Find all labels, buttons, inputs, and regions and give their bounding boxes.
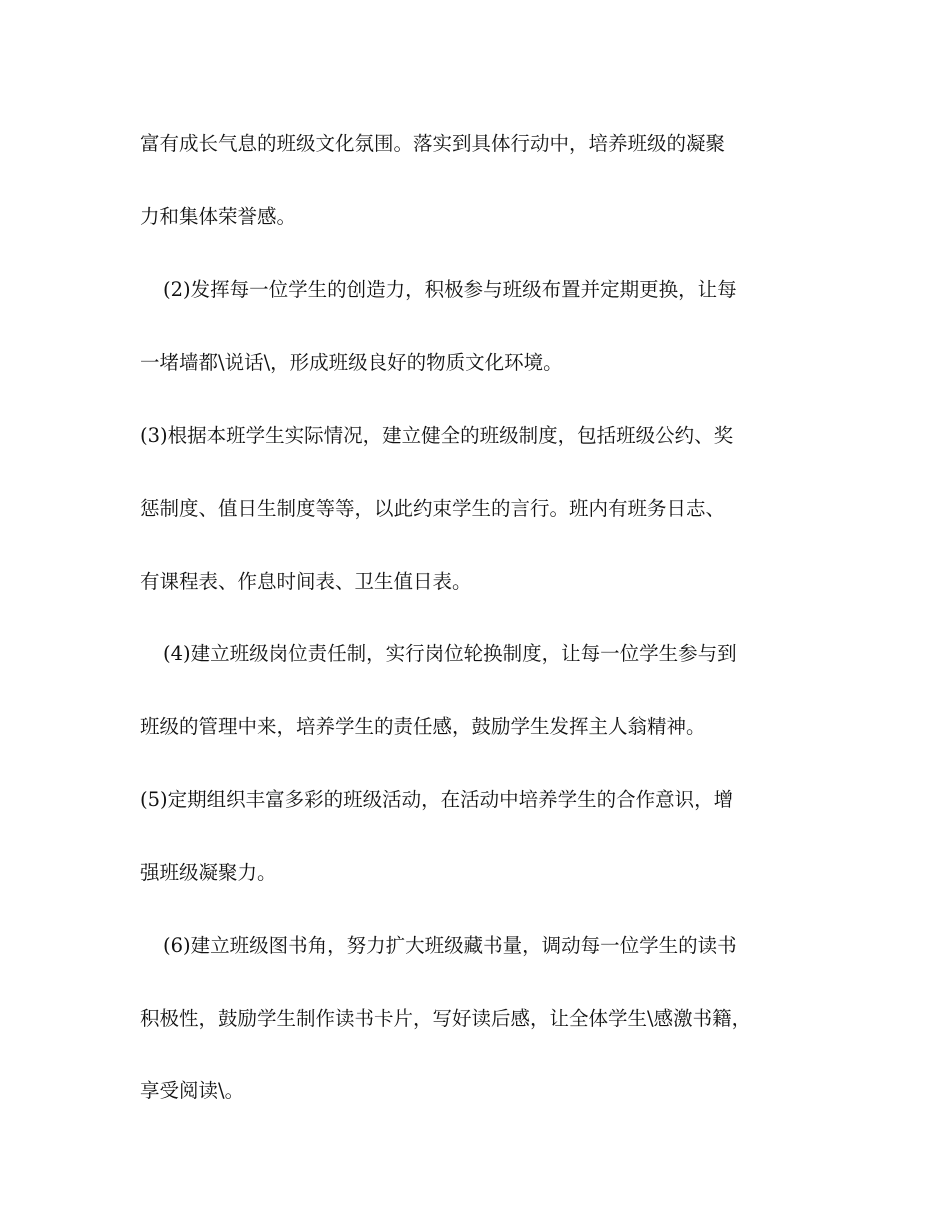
text-line: 享受阅读\。 bbox=[140, 1079, 245, 1102]
text-line: (4)建立班级岗位责任制，实行岗位轮换制度，让每一位学生参与到 bbox=[163, 642, 737, 665]
text-line: (6)建立班级图书角，努力扩大班级藏书量，调动每一位学生的读书 bbox=[163, 934, 737, 957]
text-line: (2)发挥每一位学生的创造力，积极参与班级布置并定期更换，让每 bbox=[163, 278, 737, 301]
text-line: (3)根据本班学生实际情况，建立健全的班级制度，包括班级公约、奖 bbox=[140, 424, 734, 447]
text-line: 惩制度、值日生制度等等，以此约束学生的言行。班内有班务日志、 bbox=[140, 497, 726, 520]
text-line: 班级的管理中来，培养学生的责任感，鼓励学生发挥主人翁精神。 bbox=[140, 715, 706, 738]
text-line: 有课程表、作息时间表、卫生值日表。 bbox=[140, 570, 472, 593]
text-line: 力和集体荣誉感。 bbox=[140, 205, 297, 228]
text-line: 强班级凝聚力。 bbox=[140, 861, 277, 884]
text-line: 一堵墙都\说话\，形成班级良好的物质文化环境。 bbox=[140, 351, 563, 374]
text-line: 积极性，鼓励学生制作读书卡片，写好读后感，让全体学生\感激书籍， bbox=[140, 1007, 752, 1030]
text-line: 富有成长气息的班级文化氛围。落实到具体行动中，培养班级的凝聚 bbox=[140, 132, 726, 155]
text-line: (5)定期组织丰富多彩的班级活动，在活动中培养学生的合作意识，增 bbox=[140, 788, 734, 811]
